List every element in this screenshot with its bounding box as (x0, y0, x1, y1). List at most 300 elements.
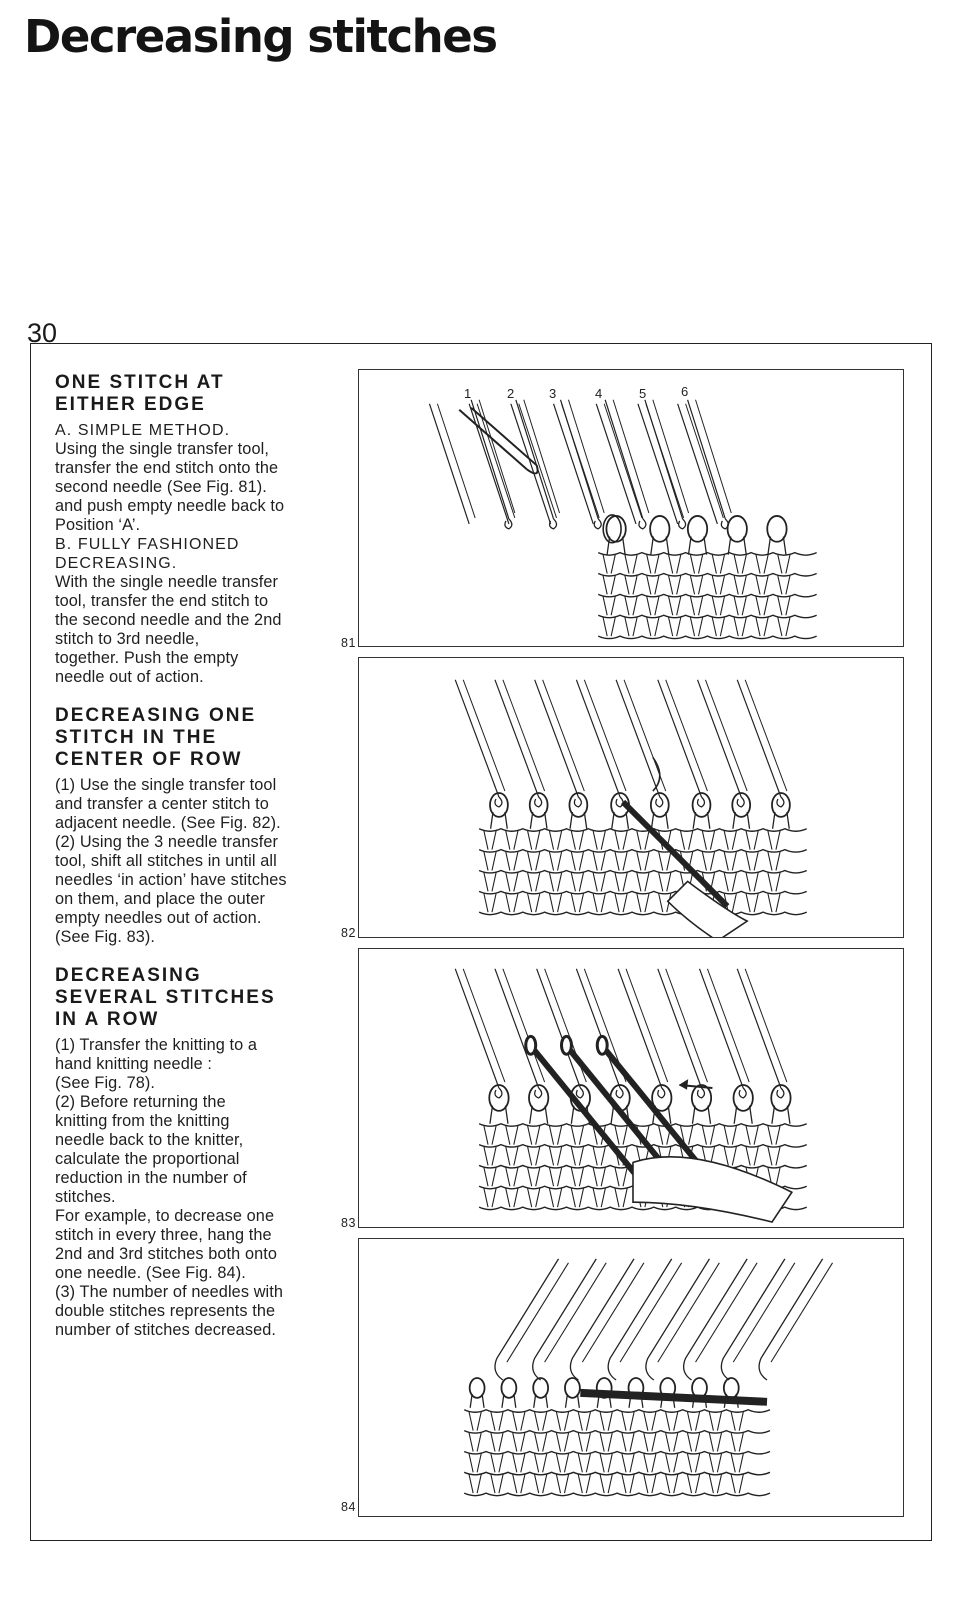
stitch-leg (506, 1147, 518, 1166)
stitch-leg (625, 576, 637, 595)
needle-shaft (613, 400, 649, 513)
stitch-loop-leg (607, 537, 625, 555)
stitch-leg (513, 1453, 525, 1472)
needle-label-5: 5 (639, 386, 647, 401)
stitch-leg (647, 576, 659, 595)
stitch-leg (603, 596, 615, 615)
needle-shaft (503, 680, 545, 791)
stitch-leg (469, 1433, 481, 1452)
stitch-leg (746, 893, 758, 912)
stitch-leg (622, 1412, 634, 1431)
stitch-leg (491, 1412, 503, 1431)
stitch-leg (491, 1433, 503, 1452)
tool-eye (526, 1036, 536, 1054)
needle-shaft (686, 404, 724, 518)
stitch-leg (778, 617, 790, 636)
stitch-leg (506, 872, 518, 891)
stitch-leg (528, 831, 540, 850)
stitch-leg (603, 617, 615, 636)
stitch-leg (528, 872, 540, 891)
stitch-leg (593, 1147, 605, 1166)
needle-shaft (495, 969, 539, 1088)
stitch-leg (647, 555, 659, 574)
needle-shaft (616, 680, 660, 797)
stitch-leg (513, 1433, 525, 1452)
stitch-leg (724, 831, 736, 850)
stitch-loop-leg (530, 1106, 548, 1124)
stitch-leg (622, 1474, 634, 1493)
stitch-leg (549, 1126, 561, 1145)
needle-label-6: 6 (681, 384, 689, 399)
stitch-leg (484, 852, 496, 871)
stitch-leg (731, 1412, 743, 1431)
needle-shaft (519, 404, 557, 518)
needle-label-3: 3 (549, 386, 557, 401)
body-line: needle back to the knitter, (55, 1131, 244, 1149)
stitch-leg (484, 1126, 496, 1145)
fabric-course (479, 912, 807, 914)
needle-hook (658, 1088, 665, 1098)
section-heading-line: IN A ROW (55, 1009, 160, 1030)
needle-hook (679, 519, 686, 529)
body-line: (1) Use the single transfer tool (55, 776, 277, 794)
stitch-leg (469, 1474, 481, 1493)
stitch-leg (712, 576, 724, 595)
stitch-leg (506, 893, 518, 912)
figure-82-number: 82 (341, 926, 356, 940)
stitch-leg (484, 1147, 496, 1166)
fabric-course (479, 1145, 807, 1147)
needle-shaft (700, 969, 744, 1088)
stitch-leg (528, 893, 540, 912)
stitch-leg (724, 1147, 736, 1166)
needle-shaft (537, 969, 581, 1088)
stitch-leg (571, 1188, 583, 1207)
needle-shaft (698, 680, 742, 797)
needle-hook (574, 797, 581, 807)
stitch-leg (578, 1412, 590, 1431)
body-line: calculate the proportional (55, 1150, 240, 1168)
section-heading (55, 372, 330, 416)
stitch-leg (593, 872, 605, 891)
stitch-leg (746, 872, 758, 891)
stitch-leg (593, 831, 605, 850)
needle-hook (616, 797, 623, 807)
body-line: tool, transfer the end stitch to (55, 592, 269, 610)
stitch-leg (724, 1126, 736, 1145)
stitch-leg (535, 1474, 547, 1493)
body-line: empty needles out of action. (55, 909, 262, 927)
needle-shaft (733, 1263, 795, 1362)
stitch-leg (549, 1188, 561, 1207)
body-line: (3) The number of needles with (55, 1283, 284, 1301)
stitch-loop-leg (651, 812, 668, 829)
fabric-course (479, 891, 807, 893)
stitch-leg (690, 596, 702, 615)
stitch-loop-leg (502, 1394, 516, 1408)
needle-shaft (696, 1263, 758, 1362)
stitch-leg (659, 872, 671, 891)
stitch-loop-leg (772, 1106, 790, 1124)
stitch-leg (731, 1474, 743, 1493)
stitch-leg (506, 1126, 518, 1145)
tool-eye (562, 1036, 572, 1054)
stitch-leg (469, 1453, 481, 1472)
stitch-leg (709, 1412, 721, 1431)
body-line: together. Push the empty (55, 649, 239, 667)
stitch-leg (702, 1126, 714, 1145)
stitch-leg (712, 596, 724, 615)
stitch-leg (549, 1147, 561, 1166)
needle-shaft (626, 969, 668, 1082)
tool-eye (597, 1036, 607, 1054)
stitch-leg (615, 1188, 627, 1207)
stitch-loop-leg (688, 537, 706, 555)
section-heading-line: SEVERAL STITCHES (55, 987, 276, 1008)
stitch-leg (484, 831, 496, 850)
stitch-leg (625, 617, 637, 636)
stitch-leg (625, 555, 637, 574)
stitch-leg (768, 852, 780, 871)
stitch-leg (778, 596, 790, 615)
stitch-leg (669, 596, 681, 615)
stitch-leg (644, 1433, 656, 1452)
stitch-leg (709, 1453, 721, 1472)
stitch-leg (600, 1433, 612, 1452)
stitch-leg (506, 831, 518, 850)
stitch-leg (571, 1126, 583, 1145)
needle-label-1: 1 (464, 386, 472, 401)
needle-shaft (696, 400, 732, 513)
body-line: Position ‘A’. (55, 516, 141, 534)
stitch-leg (644, 1453, 656, 1472)
stitch-loop-leg (734, 1106, 752, 1124)
subheading-line: B. FULLY FASHIONED (55, 536, 240, 553)
figure-84-number: 84 (341, 1500, 356, 1514)
figure-82-illustration (359, 658, 903, 937)
needle-hook (594, 519, 601, 529)
stitch-leg (756, 576, 768, 595)
needle-shaft (535, 680, 579, 797)
stitch-loop-leg (692, 1106, 710, 1124)
stitch-leg (556, 1412, 568, 1431)
needle-shaft (605, 400, 643, 519)
stitch-leg (647, 596, 659, 615)
needle-shaft (570, 1259, 634, 1380)
page-title: Decreasing stitches (24, 10, 497, 63)
stitch-leg (549, 893, 561, 912)
stitch-leg (593, 893, 605, 912)
needle-shaft (516, 400, 554, 519)
stitch-loop-leg (565, 1394, 579, 1408)
body-line: hand knitting needle : (55, 1055, 212, 1073)
stitch-leg (712, 555, 724, 574)
fabric-course (464, 1431, 770, 1433)
stitch-loop-leg (570, 812, 587, 829)
stitch-leg (535, 1453, 547, 1472)
stitch-leg (768, 872, 780, 891)
stitch-leg (615, 831, 627, 850)
needle-hook (576, 1088, 583, 1098)
body-line: (1) Transfer the knitting to a (55, 1036, 258, 1054)
needle-shaft (455, 680, 499, 797)
stitch-leg (768, 1147, 780, 1166)
stitch-leg (666, 1412, 678, 1431)
needle-hook (495, 797, 502, 807)
figure-84 (358, 1238, 904, 1517)
stitch-leg (734, 617, 746, 636)
section-heading (55, 965, 330, 1031)
stitch-leg (506, 1188, 518, 1207)
body-line: knitting from the knitting (55, 1112, 230, 1130)
body-line: tool, shift all stitches in until all (55, 852, 277, 870)
needle-shaft (645, 400, 683, 519)
stitch-leg (549, 831, 561, 850)
stitch-leg (535, 1412, 547, 1431)
stitch-leg (528, 1167, 540, 1186)
body-line: transfer the end stitch onto the (55, 459, 279, 477)
needle-shaft (745, 969, 787, 1082)
needle-shaft (561, 400, 599, 519)
fabric-course (479, 829, 807, 831)
stitch-leg (535, 1433, 547, 1452)
body-line: stitch in every three, hang the (55, 1226, 272, 1244)
fabric-course (479, 850, 807, 852)
stitch-leg (666, 1453, 678, 1472)
body-line: Using the single transfer tool, (55, 440, 269, 458)
stitch-leg (528, 1147, 540, 1166)
figure-84-illustration (359, 1239, 903, 1516)
text-column (55, 372, 330, 1354)
needle-shaft (666, 969, 708, 1082)
stitch-leg (528, 852, 540, 871)
subheading-line: DECREASING. (55, 555, 178, 572)
figure-83-illustration (359, 949, 903, 1227)
stitch-leg (528, 1126, 540, 1145)
stitch-leg (484, 1188, 496, 1207)
fabric-course (464, 1410, 770, 1412)
body-line: For example, to decrease one (55, 1207, 275, 1225)
stitch-leg (687, 1453, 699, 1472)
needle-label-2: 2 (507, 386, 515, 401)
stitch-leg (603, 555, 615, 574)
body-line: second needle (See Fig. 81). (55, 478, 267, 496)
stitch-loop-leg (534, 1394, 548, 1408)
body-line: needles ‘in action’ have stitches (55, 871, 287, 889)
needle-hook (698, 1088, 705, 1098)
needle-shaft (507, 1263, 569, 1362)
stitch-leg (578, 1453, 590, 1472)
stitch-leg (600, 1474, 612, 1493)
stitch-leg (669, 617, 681, 636)
stitch-leg (571, 1147, 583, 1166)
stitch-leg (549, 852, 561, 871)
stitch-leg (690, 555, 702, 574)
stitch-leg (702, 831, 714, 850)
needle-hook (535, 797, 542, 807)
stitch-leg (513, 1474, 525, 1493)
section-body (55, 1036, 330, 1340)
stitch-loop-leg (733, 812, 750, 829)
section-body (55, 421, 330, 687)
needle-shaft (705, 680, 747, 791)
fabric-course (598, 553, 816, 555)
needle-shaft (471, 400, 509, 519)
stitch-loop-leg (773, 812, 790, 829)
needle-hook (653, 757, 660, 791)
fabric-course (598, 574, 816, 576)
needle-shaft (646, 1259, 710, 1380)
body-line: With the single needle transfer (55, 573, 279, 591)
stitch-leg (513, 1412, 525, 1431)
stitch-leg (556, 1474, 568, 1493)
stitch-leg (724, 872, 736, 891)
body-line: on them, and place the outer (55, 890, 266, 908)
fabric-course (598, 594, 816, 596)
section-heading-line: CENTER OF ROW (55, 749, 243, 770)
figure-81 (358, 369, 904, 647)
stitch-leg (615, 1167, 627, 1186)
body-line: (2) Using the 3 needle transfer (55, 833, 279, 851)
body-line: stitch to 3rd needle, (55, 630, 200, 648)
stitch-leg (484, 872, 496, 891)
stitch-leg (556, 1453, 568, 1472)
fabric-course (464, 1451, 770, 1453)
stitch-leg (666, 1474, 678, 1493)
body-line: number of stitches decreased. (55, 1321, 277, 1339)
stitch-leg (690, 617, 702, 636)
stitch-leg (549, 872, 561, 891)
stitch-leg (687, 1433, 699, 1452)
needle-label-4: 4 (595, 386, 603, 401)
stitch-leg (615, 872, 627, 891)
stitch-leg (506, 1167, 518, 1186)
body-line: (2) Before returning the (55, 1093, 226, 1111)
needle-shaft (584, 680, 626, 791)
figure-82 (358, 657, 904, 938)
stitch-leg (734, 596, 746, 615)
needle-shaft (688, 400, 726, 519)
body-line: the second needle and the 2nd (55, 611, 282, 629)
body-line: adjacent needle. (See Fig. 82). (55, 814, 281, 832)
needle-shaft (479, 400, 515, 513)
stitch-leg (615, 1126, 627, 1145)
stitch-leg (615, 893, 627, 912)
stitch-leg (778, 555, 790, 574)
needle-hook (698, 797, 705, 807)
needle-shaft (463, 680, 505, 791)
stitch-leg (690, 576, 702, 595)
needle-shaft (771, 1263, 833, 1362)
fabric-course (598, 615, 816, 617)
needle-shaft (533, 1259, 597, 1380)
needle-shaft (653, 400, 689, 513)
stitch-leg (625, 596, 637, 615)
stitch-leg (712, 617, 724, 636)
body-line: (See Fig. 78). (55, 1074, 156, 1092)
section-heading (55, 705, 330, 771)
needle-hook (495, 1088, 502, 1098)
stitch-leg (603, 576, 615, 595)
section-2 (55, 705, 330, 947)
stitch-leg (734, 576, 746, 595)
stitch-leg (615, 852, 627, 871)
body-line: double stitches represents the (55, 1302, 276, 1320)
body-line: and transfer a center stitch to (55, 795, 269, 813)
stitch-leg (506, 852, 518, 871)
body-line: needle out of action. (55, 668, 204, 686)
direction-arrowhead (680, 1080, 688, 1089)
stitch-loop-leg (490, 1106, 508, 1124)
needle-shaft (429, 404, 469, 524)
stitch-leg (687, 1412, 699, 1431)
stitch-leg (484, 893, 496, 912)
stitch-leg (768, 1126, 780, 1145)
needle-shaft (737, 969, 781, 1088)
section-3 (55, 965, 330, 1340)
section-body (55, 776, 330, 947)
stitch-leg (768, 893, 780, 912)
needle-shaft (469, 404, 509, 524)
needle-hook (550, 519, 557, 529)
stitch-leg (756, 555, 768, 574)
needle-hook (616, 1088, 623, 1098)
figure-81-illustration (359, 370, 903, 646)
stitch-leg (578, 1433, 590, 1452)
stitch-leg (637, 872, 649, 891)
stitch-leg (647, 617, 659, 636)
figure-81-number: 81 (341, 636, 356, 650)
needle-shaft (737, 680, 781, 797)
stitch-leg (622, 1453, 634, 1472)
body-line: stitches. (55, 1188, 116, 1206)
fabric-course (598, 636, 816, 638)
body-line: one needle. (See Fig. 84). (55, 1264, 246, 1282)
stitch-leg (556, 1433, 568, 1452)
needle-shaft (658, 969, 702, 1088)
figure-83 (358, 948, 904, 1228)
needle-shaft (568, 400, 604, 513)
needle-hook (777, 1088, 784, 1098)
section-heading-line: DECREASING ONE (55, 705, 257, 726)
body-line: 2nd and 3rd stitches both onto (55, 1245, 278, 1263)
stitch-leg (571, 831, 583, 850)
stitch-leg (593, 1167, 605, 1186)
stitch-leg (746, 1147, 758, 1166)
needle-shaft (455, 969, 499, 1088)
stitch-leg (637, 852, 649, 871)
needle-shaft (721, 1259, 785, 1380)
needle-hook (535, 1088, 542, 1098)
stitch-leg (484, 1167, 496, 1186)
needle-shaft (745, 680, 787, 791)
stitch-leg (571, 872, 583, 891)
section-heading-line: STITCH IN THE (55, 727, 218, 748)
stitch-leg (756, 617, 768, 636)
stitch-leg (778, 576, 790, 595)
stitch-leg (644, 1474, 656, 1493)
stitch-loop-leg (491, 812, 508, 829)
stitch-leg (731, 1453, 743, 1472)
stitch-leg (578, 1474, 590, 1493)
stitch-leg (746, 831, 758, 850)
needle-shaft (604, 404, 642, 518)
needle-shaft (576, 680, 620, 797)
section-heading-line: ONE STITCH AT (55, 372, 225, 393)
stitch-leg (637, 831, 649, 850)
stitch-leg (549, 1167, 561, 1186)
section-1 (55, 372, 330, 687)
